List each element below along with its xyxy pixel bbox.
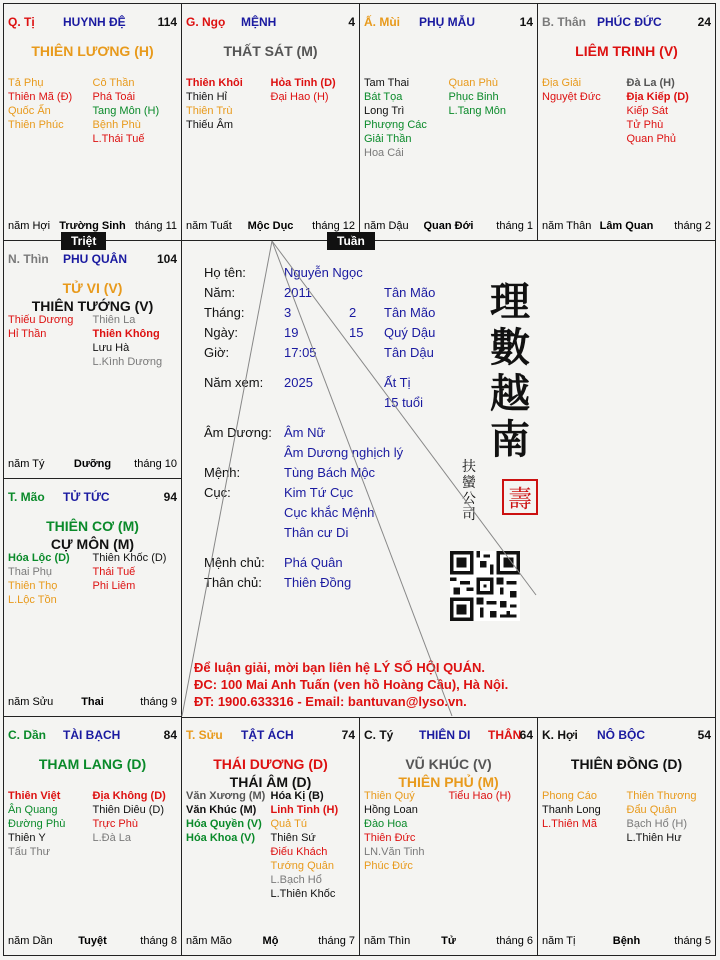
month-solar: 3 (284, 305, 292, 320)
minor-star: Thiên Không (92, 328, 160, 340)
year-canchi: Tân Mão (384, 285, 436, 300)
contact-phone-email[interactable]: ĐT: 1900.633316 - Email: bantuvan@lyso.vn. (194, 694, 467, 709)
contact-block (194, 659, 508, 710)
minor-stars-right (93, 76, 178, 146)
minor-star: Thiếu Dương (8, 314, 74, 326)
month-marker: tháng 12 (312, 220, 355, 232)
major-period: 54 (697, 728, 711, 742)
minor-star: Tử Phù (626, 119, 664, 131)
main-stars (182, 755, 359, 791)
main-stars (360, 755, 537, 791)
minor-star: Hóa Kị (B) (270, 790, 324, 802)
menh-value: Tùng Bách Mộc (284, 465, 376, 480)
major-period: 4 (348, 15, 355, 29)
main-star: THẤT SÁT (M) (223, 43, 318, 59)
minor-star: Thiên Thương (626, 790, 697, 802)
minor-stars-left (8, 551, 93, 607)
contact-line-1: Để luận giải, mời bạn liên hệ LÝ SỐ HỘI QUÁN. (194, 660, 485, 675)
minor-star: LN.Văn Tinh (364, 846, 425, 858)
minor-stars-left (542, 789, 627, 845)
minor-star: Thanh Long (542, 804, 601, 816)
trang-sinh-stage: Tử (441, 935, 456, 947)
amduong-label: Âm Dương: (204, 425, 272, 440)
minor-star: Địa Giải (542, 77, 582, 89)
minor-star: Ân Quang (8, 804, 58, 816)
main-star: THIÊN CƠ (M) (46, 518, 139, 534)
palace-branch: T. Sửu (186, 728, 223, 742)
minor-star: Địa Không (D) (92, 790, 166, 802)
minor-period-year: năm Thân (542, 220, 592, 232)
palace-header (8, 728, 177, 744)
minor-stars-right (271, 789, 356, 901)
minor-star: Thiên Khốc (D) (92, 552, 167, 564)
day-label: Ngày: (204, 325, 238, 340)
palace-no-boc (538, 717, 716, 956)
name-value: Nguyễn Ngọc (284, 265, 363, 280)
year-value: 2011 (284, 285, 312, 300)
palace-name: HUYNH ĐỆ (63, 15, 126, 29)
month-lunar: 2 (349, 305, 357, 320)
palace-name: MỆNH (241, 15, 277, 29)
year-label: Năm: (204, 285, 236, 300)
palace-branch: B. Thân (542, 15, 586, 29)
palace-footer (8, 458, 177, 472)
palace-name: NÔ BỘC (597, 728, 645, 742)
palace-footer (8, 935, 177, 949)
major-period: 94 (163, 490, 177, 504)
minor-star: Giải Thần (364, 133, 412, 145)
minor-period-year: năm Tuất (186, 220, 232, 232)
name-label: Họ tên: (204, 265, 246, 280)
minor-star: Phục Binh (448, 91, 499, 103)
minor-star: Thái Tuế (92, 566, 136, 578)
red-stamp: 壽 (502, 479, 538, 515)
minor-star: Thiên Y (8, 832, 46, 844)
age-value: 15 tuổi (384, 395, 424, 410)
minor-star: Nguyệt Đức (542, 91, 601, 103)
minor-star: Phi Liêm (92, 580, 136, 592)
main-stars (538, 42, 715, 60)
minor-star: Tướng Quân (270, 860, 334, 872)
calligraphy-seal (462, 269, 552, 523)
palace-header (8, 252, 177, 268)
minor-stars-right (627, 789, 712, 845)
tuvi-chart (3, 3, 716, 956)
minor-star: Thiên Đức (364, 832, 416, 844)
hour-value: 17:05 (284, 345, 317, 360)
major-period: 24 (697, 15, 711, 29)
minor-star: Phúc Đức (364, 860, 413, 872)
minor-stars-right (449, 76, 534, 160)
minor-star: Quả Tú (270, 818, 307, 830)
palace-branch: C. Dần (8, 728, 47, 742)
main-star: THIÊN PHỦ (M) (398, 774, 499, 790)
palace-name: TẬT ÁCH (241, 728, 294, 742)
minor-star: Cô Thần (92, 77, 135, 89)
main-stars (4, 755, 181, 773)
minor-star: Tiểu Hao (H) (448, 790, 512, 802)
minor-star: Hóa Quyền (V) (186, 818, 262, 830)
palace-header (364, 728, 533, 744)
minor-star: Hỉ Thần (8, 328, 47, 340)
minor-star: L.Thiên Khốc (270, 888, 336, 900)
minor-star: Văn Khúc (M) (186, 804, 257, 816)
minor-star: Đường Phù (8, 818, 66, 830)
trang-sinh-stage: Bệnh (612, 935, 641, 947)
palace-footer (542, 220, 711, 234)
minor-star: Tả Phụ (8, 77, 44, 89)
minor-star: Văn Xương (M) (186, 790, 266, 802)
palace-header (364, 15, 533, 31)
qr-code[interactable] (450, 551, 520, 621)
chart-center-info (182, 241, 716, 718)
calligraphy-side-text: 扶蠻公司 (462, 459, 476, 523)
main-star: THÁI ÂM (D) (229, 774, 312, 790)
view-year-value: 2025 (284, 375, 313, 390)
minor-star: Thiên Phúc (8, 119, 64, 131)
minor-star: Thiên Thọ (8, 580, 58, 592)
minor-stars-left (8, 76, 93, 146)
hour-label: Giờ: (204, 345, 230, 360)
minor-star: Điếu Khách (270, 846, 328, 858)
month-label: Tháng: (204, 305, 245, 320)
palace-footer (364, 220, 533, 234)
triet-marker: Triệt (61, 232, 106, 250)
trang-sinh-stage: Lâm Quan (599, 220, 654, 232)
main-star: TỬ VI (V) (62, 280, 123, 296)
main-star: LIÊM TRINH (V) (575, 43, 678, 59)
minor-stars (364, 789, 533, 873)
than-marker: THÂN (488, 728, 522, 742)
minor-stars-right (449, 789, 534, 873)
minor-star: Hồng Loan (364, 804, 418, 816)
minor-star: Đào Hoa (364, 818, 408, 830)
minor-star: Thiếu Âm (186, 119, 234, 131)
palace-phu-mau (360, 3, 538, 241)
minor-stars (186, 789, 355, 901)
palace-footer (364, 935, 533, 949)
minor-stars-left (8, 789, 93, 859)
palace-branch: C. Tý (364, 728, 394, 742)
main-star: CỰ MÔN (M) (50, 536, 135, 552)
minor-star: Tang Môn (H) (92, 105, 160, 117)
palace-tat-ach (182, 717, 360, 956)
cuc-relation: Cục khắc Mệnh (284, 505, 375, 520)
trang-sinh-stage: Mộc Dục (247, 220, 294, 232)
palace-tai-bach (3, 717, 182, 956)
minor-star: Bệnh Phù (92, 119, 141, 131)
cuc-value: Kim Tứ Cục (284, 485, 354, 500)
palace-branch: T. Mão (8, 490, 45, 504)
minor-stars (8, 551, 177, 607)
thanchu-label: Thân chủ: (204, 575, 262, 590)
minor-star: Hoa Cái (364, 147, 404, 159)
minor-stars-left (8, 313, 93, 369)
palace-footer (8, 696, 177, 710)
minor-star: Tấu Thư (8, 846, 51, 858)
minor-period-year: năm Dậu (364, 220, 409, 232)
minor-star: L.Lộc Tồn (8, 594, 57, 606)
trang-sinh-stage: Trường Sinh (59, 220, 126, 232)
major-period: 84 (163, 728, 177, 742)
minor-star: Quan Phủ (626, 133, 677, 145)
minor-stars (542, 76, 711, 146)
minor-star: L.Bạch Hổ (270, 874, 322, 886)
minor-star: Hỏa Tinh (D) (270, 77, 336, 89)
main-stars (182, 42, 359, 60)
minor-star: L.Kình Dương (92, 356, 163, 368)
minor-star: Bát Tọa (364, 91, 403, 103)
minor-star: Đại Hao (H) (270, 91, 329, 103)
minor-star: Hóa Lộc (D) (8, 552, 70, 564)
palace-huynh-de (3, 3, 182, 241)
minor-star: Hóa Khoa (V) (186, 832, 256, 844)
calligraphy-text: 理數越南 (490, 278, 530, 463)
thanchu-value: Thiên Đồng (284, 575, 352, 590)
month-marker: tháng 11 (134, 220, 177, 232)
major-period: 74 (341, 728, 355, 742)
day-canchi: Quý Dậu (384, 325, 436, 340)
minor-star: Thiên Diêu (D) (92, 804, 165, 816)
cuc-label: Cục: (204, 485, 231, 500)
minor-period-year: năm Hợi (8, 220, 51, 232)
menhchu-value: Phá Quân (284, 555, 343, 570)
minor-stars-right (271, 76, 356, 132)
month-canchi: Tân Mão (384, 305, 436, 320)
minor-star: Quốc Ấn (8, 105, 51, 117)
palace-header (186, 15, 355, 31)
minor-stars (186, 76, 355, 132)
palace-phuc-duc (538, 3, 716, 241)
month-marker: tháng 10 (134, 458, 177, 470)
minor-star: L.Đà La (92, 832, 132, 844)
palace-header (186, 728, 355, 744)
than-location: Thân cư Di (284, 525, 349, 540)
minor-stars-left (364, 76, 449, 160)
palace-name: PHÚC ĐỨC (597, 15, 662, 29)
menh-label: Mệnh: (204, 465, 241, 480)
minor-stars-left (186, 76, 271, 132)
palace-branch: N. Thìn (8, 252, 49, 266)
main-stars (538, 755, 715, 773)
palace-branch: Ấ. Mùi (364, 15, 400, 29)
main-star: THIÊN LƯƠNG (H) (31, 43, 154, 59)
palace-phu-quan (3, 241, 182, 479)
palace-branch: Q. Tị (8, 15, 35, 29)
minor-star: Trực Phù (92, 818, 138, 830)
palace-footer (186, 935, 355, 949)
minor-period-year: năm Tý (8, 458, 45, 470)
minor-star: Quan Phù (448, 77, 499, 89)
trang-sinh-stage: Quan Đới (423, 220, 474, 232)
minor-star: Thiên Mã (Đ) (8, 91, 73, 103)
minor-period-year: năm Thìn (364, 935, 411, 947)
trang-sinh-stage: Tuyệt (78, 935, 107, 947)
minor-stars (542, 789, 711, 845)
minor-stars (364, 76, 533, 160)
palace-name: TÀI BẠCH (63, 728, 121, 742)
amduong-note: Âm Dương nghịch lý (284, 445, 404, 460)
palace-branch: K. Hợi (542, 728, 578, 742)
palace-header (542, 728, 711, 744)
main-star: THIÊN TƯỚNG (V) (31, 298, 154, 314)
trang-sinh-stage: Dưỡng (73, 458, 112, 470)
minor-star: Kiếp Sát (626, 105, 669, 117)
minor-stars-left (364, 789, 449, 873)
minor-stars (8, 313, 177, 369)
minor-star: L.Thiên Mã (542, 818, 598, 830)
minor-star: Địa Kiếp (D) (626, 91, 689, 103)
main-star: THAM LANG (D) (38, 756, 147, 772)
palace-footer (542, 935, 711, 949)
day-lunar: 15 (349, 325, 364, 340)
minor-stars (8, 789, 177, 859)
minor-star: L.Thiên Hư (626, 832, 682, 844)
amduong-value: Âm Nữ (284, 425, 326, 440)
palace-thien-di (360, 717, 538, 956)
month-marker: tháng 8 (140, 935, 177, 947)
month-marker: tháng 1 (496, 220, 533, 232)
minor-star: Long Trì (364, 105, 405, 117)
minor-stars-right (93, 313, 178, 369)
month-marker: tháng 2 (674, 220, 711, 232)
palace-name: PHU QUÂN (63, 252, 128, 266)
minor-star: Thiên Quý (364, 790, 415, 802)
hour-canchi: Tân Dậu (384, 345, 434, 360)
palace-menh (182, 3, 360, 241)
minor-star: Thiên La (92, 314, 136, 326)
day-solar: 19 (284, 325, 299, 340)
main-star: THÁI DƯƠNG (D) (213, 756, 328, 772)
minor-star: Thai Phụ (8, 566, 53, 578)
palace-branch: G. Ngọ (186, 15, 226, 29)
minor-star: Phá Toái (92, 91, 136, 103)
menhchu-label: Mệnh chủ: (204, 555, 265, 570)
minor-star: Bạch Hổ (H) (626, 818, 688, 830)
major-period: 104 (156, 252, 177, 266)
palace-tu-tuc (3, 479, 182, 717)
main-star: THIÊN ĐỒNG (D) (570, 756, 683, 772)
minor-star: L.Thái Tuế (92, 133, 145, 145)
minor-star: Thiên Trù (186, 105, 233, 117)
view-year-label: Năm xem: (204, 375, 264, 390)
minor-star: Thiên Sứ (270, 832, 316, 844)
contact-address: ĐC: 100 Mai Anh Tuấn (ven hồ Hoàng Cầu), Hà Nội. (194, 677, 509, 692)
main-star: VŨ KHÚC (V) (405, 756, 492, 772)
palace-name: THIÊN DI (419, 728, 471, 742)
minor-stars-right (627, 76, 712, 146)
month-marker: tháng 9 (140, 696, 177, 708)
major-period: 14 (519, 15, 533, 29)
main-stars (4, 42, 181, 60)
minor-star: Lưu Hà (92, 342, 130, 354)
palace-name: PHỤ MẪU (419, 15, 475, 29)
trang-sinh-stage: Thai (81, 696, 104, 708)
tuan-marker: Tuần (327, 232, 375, 250)
minor-star: Phượng Các (364, 119, 427, 131)
palace-name: TỬ TỨC (63, 490, 110, 504)
birth-info (204, 263, 444, 623)
minor-period-year: năm Mão (186, 935, 232, 947)
minor-period-year: năm Sửu (8, 696, 54, 708)
minor-star: Tam Thai (364, 77, 410, 89)
minor-stars-left (542, 76, 627, 146)
minor-star: Đẩu Quân (626, 804, 677, 816)
main-stars (4, 517, 181, 553)
minor-star: Linh Tinh (H) (270, 804, 339, 816)
month-marker: tháng 5 (674, 935, 711, 947)
month-marker: tháng 7 (318, 935, 355, 947)
minor-star: Đà La (H) (626, 77, 675, 89)
palace-header (8, 15, 177, 31)
minor-period-year: năm Dần (8, 935, 53, 947)
minor-star: L.Tang Môn (448, 105, 506, 117)
minor-stars-left (186, 789, 271, 901)
view-year-canchi: Ất Tị (384, 375, 411, 390)
minor-stars-right (93, 789, 178, 859)
trang-sinh-stage: Mộ (262, 935, 279, 947)
major-period: 64 (519, 728, 533, 742)
palace-header (542, 15, 711, 31)
minor-star: Thiên Hỉ (186, 91, 227, 103)
major-period: 114 (157, 15, 177, 29)
minor-period-year: năm Tị (542, 935, 576, 947)
minor-star: Thiên Khôi (186, 77, 243, 89)
palace-header (8, 490, 177, 506)
minor-stars (8, 76, 177, 146)
month-marker: tháng 6 (496, 935, 533, 947)
minor-stars-right (93, 551, 178, 607)
main-stars (4, 279, 181, 315)
minor-star: Thiên Việt (8, 790, 61, 802)
minor-star: Phong Cáo (542, 790, 598, 802)
